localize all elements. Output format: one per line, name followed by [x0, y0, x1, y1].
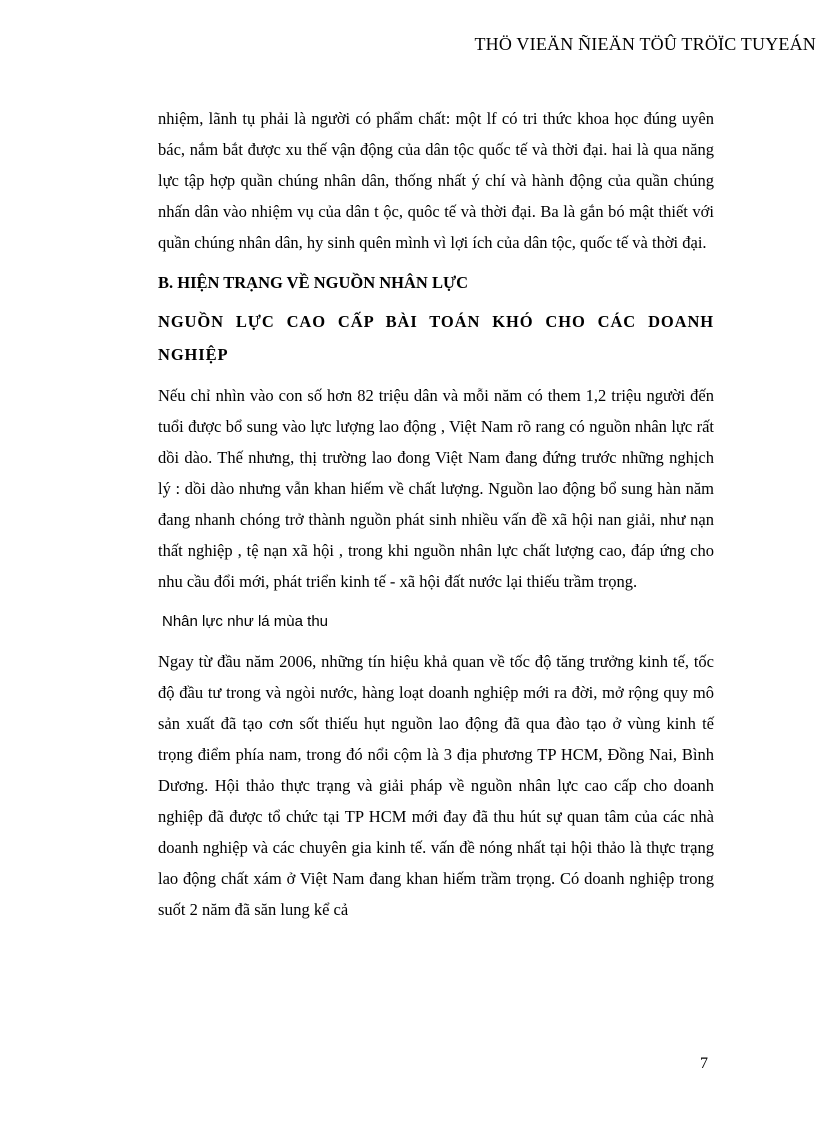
page-number: 7: [700, 1055, 708, 1072]
paragraph-leadership-qualities: nhiệm, lãnh tụ phải là người có phẩm chất: một lf có tri thức khoa học đúng uyên bác, nắm bắt được xu thế vận động của dân tộc quốc tế và thời đại. hai là qua năng lực tập hợp quần chúng nhân dân, thống nhất ý chí và hành động của quần chúng nhấn dân vào nhiệm vụ của dân t ộc, quôc tế và thời đại. Ba là gắn bó mật thiết với quần chúng nhân dân, hy sinh quên mình vì lợi ích của dân tộc, quốc tế và thời đại.: [158, 109, 714, 252]
paragraph-labor-shortage: Ngay từ đầu năm 2006, những tín hiệu khả quan về tốc độ tăng trưởng kinh tế, tốc độ đầu tư trong và ngòi nước, hàng loạt doanh nghiệp mới ra đời, mở rộng quy mô sản xuất đã tạo cơn sốt thiếu hụt nguồn lao động đã qua đào tạo ở vùng kinh tế trọng điểm phía nam, trong đó nổi cộm là 3 địa phương TP HCM, Đồng Nai, Bình Dương. Hội thảo thực trạng và giải pháp về nguồn nhân lực cao cấp cho doanh nghiệp đã được tổ chức tại TP HCM mới đay đã thu hút sự quan tâm của các nhà doanh nghiệp và các chuyên gia kinh tế. vấn đề nóng nhất tại hội thảo là thực trạng lao động chất xám ở Việt Nam đang khan hiếm trầm trọng. Có doanh nghiệp trong suốt 2 năm đã săn lung kể cả: [158, 652, 714, 919]
running-header: THÖ VIEÄN ÑIEÄN TÖÛ TRÖÏC TUYEÁN: [474, 34, 816, 54]
paragraph-labor-paradox: Nếu chỉ nhìn vào con số hơn 82 triệu dân và mỗi năm có them 1,2 triệu người đến tuổi được bổ sung vào lực lượng lao động , Việt Nam rõ rang có nguồn nhân lực rất dồi dào. Thế nhưng, thị trường lao đong Việt Nam đang đứng trước những nghịch lý : dồi dào nhưng vẫn khan hiếm về chất lượng. Nguồn lao động bổ sung hàn năm đang nhanh chóng trở thành nguồn phát sinh nhiều vấn đề xã hội nan giải, như nạn thất nghiệp , tệ nạn xã hội , trong khi nguồn nhân lực chất lượng cao, đáp ứng cho nhu cầu đổi mới, phát triển kinh tế - xã hội đất nước lại thiếu trầm trọng.: [158, 386, 714, 591]
page-body: [158, 103, 714, 925]
section-heading: B. HIỆN TRẠNG VỀ NGUỒN NHÂN LỰC: [158, 273, 469, 292]
paragraph-subheading: Nhân lực như lá mùa thu: [162, 613, 329, 630]
subsection-heading: NGUỒN LỰC CAO CẤP BÀI TOÁN KHÓ CHO CÁC DOANH NGHIỆP: [158, 312, 714, 364]
